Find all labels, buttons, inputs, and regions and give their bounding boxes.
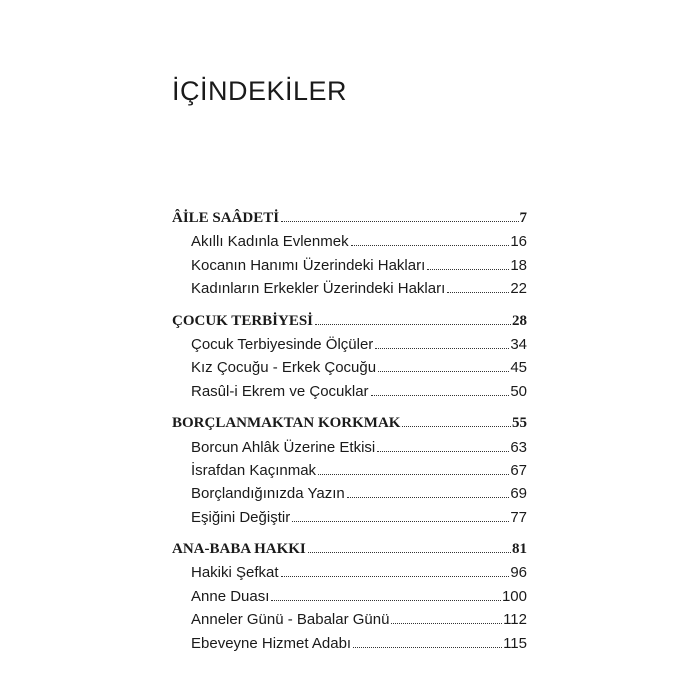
toc-page-number: 81: [512, 541, 527, 558]
toc-entry[interactable]: [172, 280, 527, 303]
dot-leader: [318, 474, 509, 475]
toc-page-number: 18: [510, 256, 527, 274]
toc-entry[interactable]: [172, 383, 527, 406]
toc-heading[interactable]: [172, 415, 527, 438]
toc-page-number: 16: [510, 233, 527, 251]
toc-heading[interactable]: [172, 313, 527, 336]
toc-section-cocuk-terbiyesi: [172, 313, 527, 407]
toc-entry[interactable]: [172, 462, 527, 485]
toc-entry-label: Borcun Ahlâk Üzerine Etkisi: [191, 438, 376, 456]
toc-entry-label: Kız Çocuğu - Erkek Çocuğu: [191, 359, 377, 377]
table-of-contents: [172, 210, 527, 667]
toc-entry[interactable]: [172, 509, 527, 532]
dot-leader: [308, 552, 511, 553]
toc-page-number: 69: [510, 485, 527, 503]
toc-heading[interactable]: [172, 541, 527, 564]
dot-leader: [281, 576, 510, 577]
dot-leader: [377, 451, 509, 452]
toc-page-number: 112: [503, 611, 527, 629]
toc-page-number: 34: [510, 335, 527, 353]
toc-heading-label: ÂİLE SAÂDETİ: [172, 210, 280, 226]
dot-leader: [315, 324, 511, 325]
toc-entry-label: Rasûl-i Ekrem ve Çocuklar: [191, 382, 369, 400]
toc-page-number: 67: [510, 461, 527, 479]
toc-entry-label: Hakiki Şefkat: [191, 564, 279, 582]
toc-entry-label: Eşiğini Değiştir: [191, 508, 291, 526]
toc-entry[interactable]: [172, 611, 527, 634]
dot-leader: [347, 497, 510, 498]
dot-leader: [351, 245, 510, 246]
toc-page-number: 100: [501, 587, 527, 605]
toc-entry[interactable]: [172, 439, 527, 462]
toc-heading-label: BORÇLANMAKTAN KORKMAK: [172, 415, 401, 432]
toc-entry[interactable]: [172, 635, 527, 658]
toc-section-ana-baba-hakki: [172, 541, 527, 658]
toc-entry-label: Borçlandığınızda Yazın: [191, 485, 345, 503]
dot-leader: [447, 292, 509, 293]
toc-heading[interactable]: [172, 210, 527, 233]
toc-page-number: 115: [503, 634, 527, 652]
toc-entry-label: Çocuk Terbiyesinde Ölçüler: [191, 335, 374, 353]
dot-leader: [281, 221, 518, 222]
dot-leader: [271, 600, 501, 601]
toc-entry[interactable]: [172, 257, 527, 280]
toc-heading-label: ÇOCUK TERBİYESİ: [172, 312, 314, 329]
toc-entry-label: İsrafdan Kaçınmak: [191, 461, 317, 479]
dot-leader: [292, 521, 509, 522]
toc-page-number: 22: [510, 280, 527, 298]
toc-entry[interactable]: [172, 336, 527, 359]
toc-entry[interactable]: [172, 485, 527, 508]
dot-leader: [375, 348, 509, 349]
toc-entry-label: Akıllı Kadınla Evlenmek: [191, 233, 349, 251]
page-title: İÇİNDEKİLER: [172, 76, 348, 106]
toc-entry[interactable]: [172, 588, 527, 611]
toc-entry-label: Anneler Günü - Babalar Günü: [191, 611, 390, 629]
toc-entry-label: Kocanın Hanımı Üzerindeki Hakları: [191, 256, 426, 274]
toc-page-number: 7: [519, 210, 527, 226]
dot-leader: [353, 647, 502, 648]
toc-entry-label: Kadınların Erkekler Üzerindeki Hakları: [191, 280, 446, 298]
toc-entry[interactable]: [172, 233, 527, 256]
dot-leader: [402, 426, 511, 427]
toc-page-number: 45: [510, 359, 527, 377]
dot-leader: [391, 623, 502, 624]
dot-leader: [378, 371, 509, 372]
toc-page-number: 50: [510, 382, 527, 400]
dot-leader: [427, 269, 509, 270]
toc-page-number: 63: [510, 438, 527, 456]
toc-entry-label: Anne Duası: [191, 587, 270, 605]
toc-page-number: 55: [512, 415, 527, 432]
toc-page-number: 28: [512, 312, 527, 329]
toc-page-number: 96: [510, 564, 527, 582]
toc-entry[interactable]: [172, 359, 527, 382]
toc-entry-label: Ebeveyne Hizmet Adabı: [191, 634, 352, 652]
toc-section-borclanmaktan-korkmak: [172, 415, 527, 532]
toc-page-number: 77: [510, 508, 527, 526]
dot-leader: [371, 395, 510, 396]
toc-heading-label: ANA-BABA HAKKI: [172, 541, 306, 558]
toc-section-aile-saadeti: [172, 210, 527, 304]
toc-entry[interactable]: [172, 564, 527, 587]
